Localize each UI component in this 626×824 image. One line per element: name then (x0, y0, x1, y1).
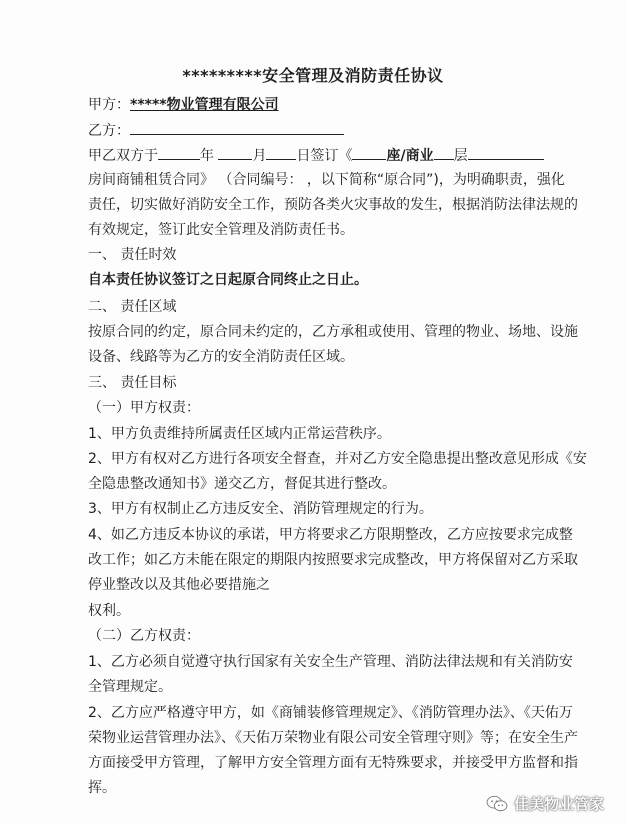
clause-a4-line2: 改工作；如乙方未能在限定的期限内按照要求完成整改，甲方将保留对乙方采取 (88, 552, 578, 568)
clause-b1-line2: 全管理规定。 (88, 679, 172, 695)
section-2-line1: 按原合同的约定，原合同未约定的，乙方承租或使用、管理的物业、场地、设施 (88, 324, 578, 340)
clause-a4-line3: 停业整改以及其他必要措施之 (88, 577, 270, 593)
intro-text-floor: 层 (453, 148, 468, 164)
clause-b2-line1: 2、乙方应严格遵守甲方，如《商铺装修管理规定》、《消防管理办法》、《天佑万 (88, 705, 573, 721)
paragraph-intro-line3: 责任，切实做好消防安全工作，预防各类火灾事故的发生，根据消防法律法规的 (88, 197, 578, 213)
clause-a4-line4: 权利。 (88, 603, 130, 619)
intro-text-building: 座/商业 (386, 148, 434, 164)
clause-a1: 1、甲方负责维持所属责任区域内正常运营秩序。 (88, 426, 391, 442)
day-blank (266, 145, 296, 160)
party-b-label: 乙方： (88, 123, 130, 139)
document-title: *********安全管理及消防责任协议 (182, 66, 444, 85)
party-b-line (88, 120, 344, 141)
paragraph-intro-line2: 房间商铺租赁合同》 （合同编号： ，以下简称“原合同”)，为明确职责，强化 (88, 172, 565, 188)
clause-b2-line3: 方面接受甲方管理，了解甲方安全管理方面有无特殊要求，并接受甲方监督和指 (88, 755, 578, 771)
clause-a4-line1: 4、如乙方违反本协议的承诺，甲方将要求乙方限期整改，乙方应按要求完成整 (88, 527, 573, 543)
floor-blank (434, 145, 454, 160)
intro-text-year: 年 (200, 148, 214, 164)
section-1-heading: 一、 责任时效 (88, 247, 177, 263)
intro-text-a: 甲乙双方于 (88, 148, 158, 164)
clause-a2-line1: 2、甲方有权对乙方进行各项安全督查，并对乙方安全隐患提出整改意见形成《安 (88, 451, 587, 467)
intro-text-day: 日签订《 (296, 148, 353, 164)
building-blank (352, 145, 386, 160)
party-a-line (88, 95, 279, 115)
section-2-heading: 二、 责任区域 (88, 299, 177, 315)
party-a-rights-heading: （一）甲方权责： (88, 400, 200, 416)
clause-a3: 3、甲方有权制止乙方违反安全、消防管理规定的行为。 (88, 501, 433, 517)
section-3-heading: 三、 责任目标 (88, 375, 177, 391)
watermark-text: 佳美物业管家 (513, 795, 604, 813)
section-1-text: 自本责任协议签订之日起原合同终止之日止。 (88, 272, 368, 288)
section-2-line2: 设备、线路等为乙方的安全消防责任区域。 (88, 349, 354, 365)
paragraph-intro-line1 (88, 145, 544, 166)
watermark (486, 793, 604, 814)
party-a-name: *****物业管理有限公司 (130, 97, 279, 113)
party-a-label: 甲方： (88, 97, 130, 113)
month-blank (218, 145, 252, 160)
year-blank (158, 145, 200, 160)
intro-text-month: 月 (252, 148, 267, 164)
party-b-rights-heading: （二）乙方权责： (88, 628, 200, 644)
clause-b2-line4: 挥。 (88, 780, 116, 796)
clause-a2-line2: 全隐患整改通知书》递交乙方，督促其进行整改。 (88, 476, 396, 492)
party-b-blank (130, 120, 344, 135)
clause-b1-line1: 1、乙方必须自觉遵守执行国家有关安全生产管理、消防法律法规和有关消防安 (88, 654, 573, 670)
clause-b2-line2: 荣物业运营管理办法》、《天佑万荣物业有限公司安全管理守则》等；在安全生产 (88, 730, 578, 746)
paragraph-intro-line4: 有效规定，签订此安全管理及消防责任书。 (88, 222, 354, 238)
wechat-icon (486, 795, 508, 813)
room-blank (468, 145, 544, 160)
